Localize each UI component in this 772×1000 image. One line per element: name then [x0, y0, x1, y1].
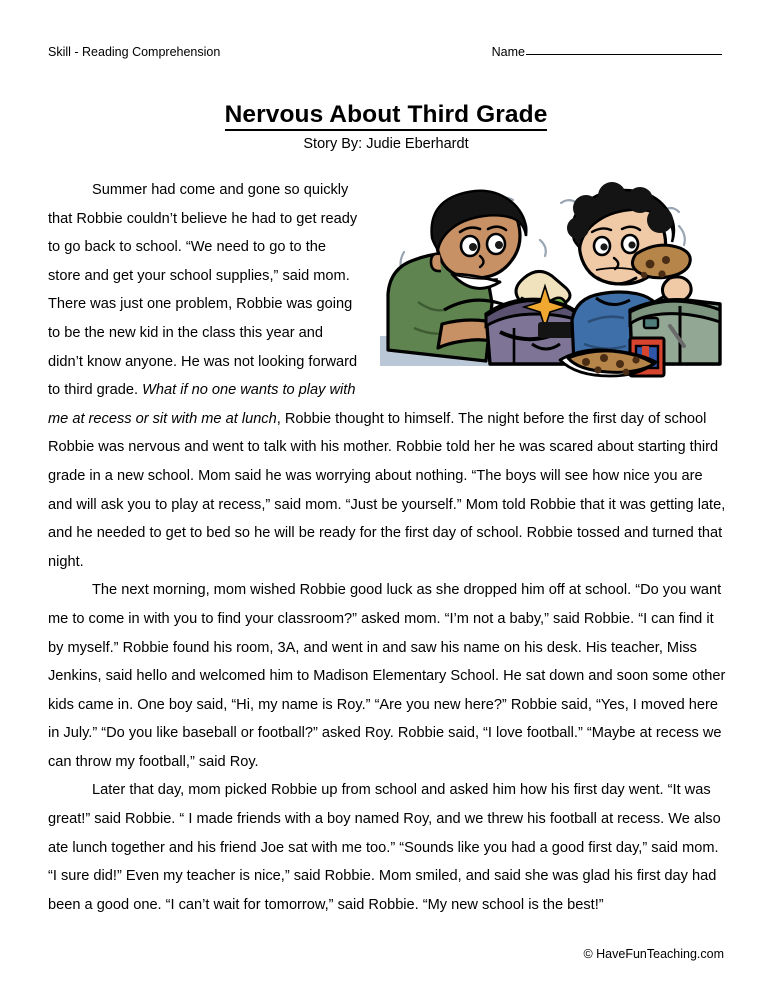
two-boys-eating-lunch-illustration — [374, 182, 726, 378]
story-byline: Story By: Judie Eberhardt — [303, 136, 469, 152]
story-body — [48, 176, 726, 919]
story-paragraph-3: Later that day, mom picked Robbie up from school and asked him how his first day went. “It was great!” said Robbie. “ I made friends with a boy named Roy, and we threw his football at recess. We also ate lunch together and his friend Joe sat with me too.” “Sounds like you had a good first day,” said mom. “I sure did!” Even my teacher is nice,” said Robbie. Mom smiled, and said she was glad his first day had been a good one. “I can’t wait for tomorrow,” said Robbie. “My new school is the best!” — [48, 782, 721, 913]
story-paragraph-2: The next morning, mom wished Robbie good luck as she dropped him off at school. “Do you want me to come in with you to find your classroom?” asked mom. “I’m not a baby,” said Robbie. “I can find it by myself.” Robbie found his room, 3A, and went in and saw his name on his desk. His teacher, Miss Jenkins, said hello and welcomed him to Madison Elementary School. He sat down and soon some other kids came in. One boy said, “Hi, my name is Roy.” “Are you new here?” Robbie said, “Yes, I moved here in July.” “Do you like baseball or football?” asked Roy. Robbie said, “I love football.” “Maybe at recess we can throw my football,” said Roy. — [48, 582, 726, 770]
paragraph-1-part-1: Summer had come and gone so quickly that Robbie couldn’t believe he had to get ready to go back to school. “We need to go to the store and get your school supplies,” said mom. There was just one problem, Robbie was going to be the new kid in the class this year and didn’t know anyone. He was not looking forward to third grade. — [48, 182, 358, 399]
paragraph-1-part-2: , Robbie thought to himself. The night before the first day of school Robbie was nervous and went to talk with his mother. Robbie told her he was scared about starting third grade in a new school. Mom said he was worrying about nothing. “The boys will see how nice you are and will ask you to play at recess,” said mom. “Just be yourself.” Mom told Robbie that it was getting late, and he needed to get to bed so he will be ready for the first day of school. Robbie tossed and turned that night. — [48, 410, 726, 570]
paragraph-1-italic-thought: What if no one wants to play with me at recess or sit with me at lunch — [48, 382, 356, 427]
footer-copyright: © HaveFunTeaching.com — [583, 947, 724, 961]
skill-label: Skill - Reading Comprehension — [48, 45, 221, 59]
name-field[interactable] — [492, 44, 722, 60]
name-label: Name — [491, 45, 525, 59]
page-title — [0, 100, 772, 130]
page-title-text: Nervous About Third Grade — [225, 101, 548, 131]
name-write-line[interactable] — [526, 54, 722, 55]
worksheet-header — [48, 44, 724, 66]
